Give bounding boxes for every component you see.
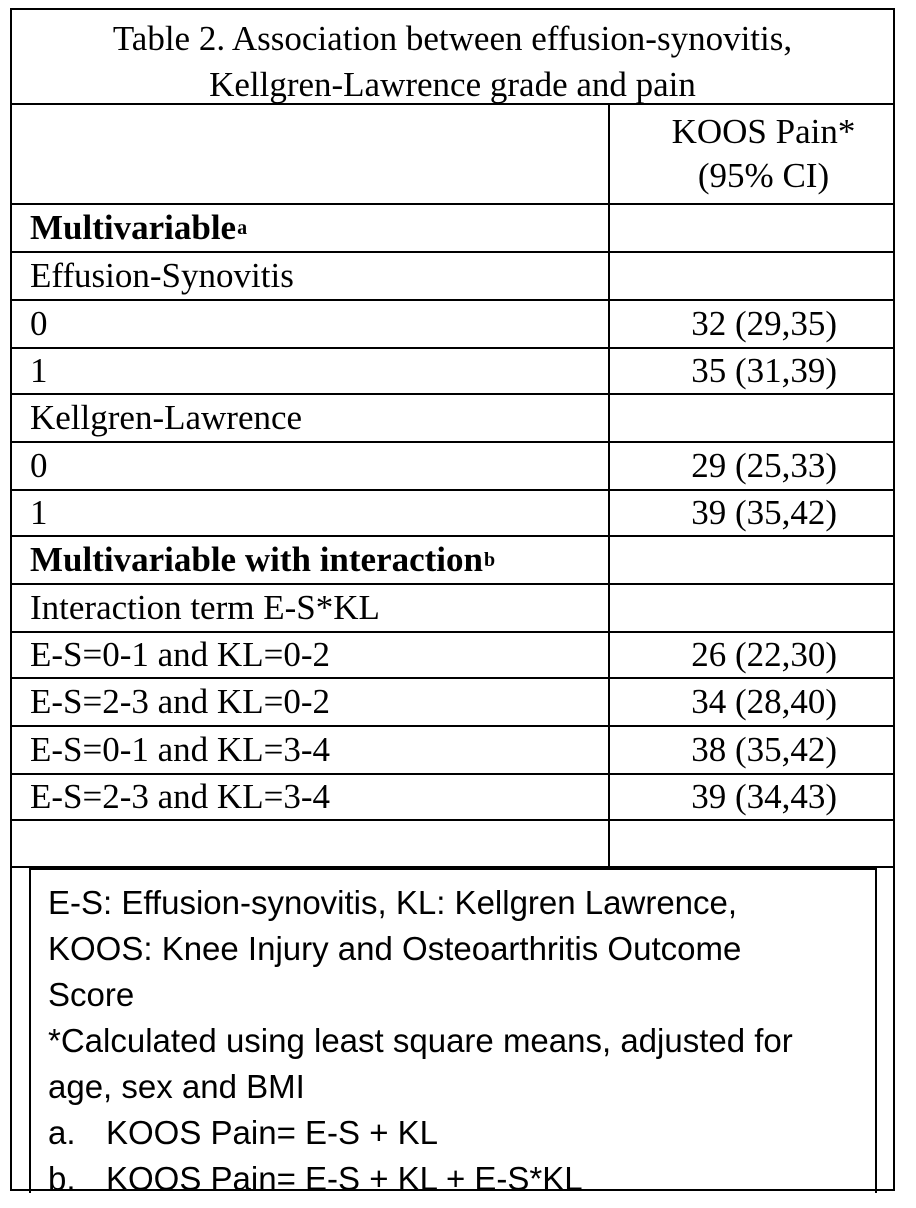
table-row (12, 395, 893, 443)
footnote-calc-line-1: *Calculated using least square means, adjusted for (48, 1022, 793, 1059)
table-row (12, 443, 893, 491)
row-value (610, 585, 893, 631)
row-label: Multivariable with interaction b (12, 537, 610, 583)
header-ci-label: (95% CI) (697, 156, 830, 195)
row-value: 39 (34,43) (691, 777, 837, 816)
footnote-abbrev-line-3: Score (48, 976, 135, 1013)
section-heading-multivariable: Multivariable (30, 208, 237, 247)
table-row (12, 301, 893, 349)
row-label: 0 (12, 443, 610, 489)
table-row-empty (12, 821, 893, 868)
row-label: Interaction term E-S*KL (12, 585, 610, 631)
row-label: E-S=0-1 and KL=3-4 (12, 727, 610, 773)
row-value: 32 (29,35) (691, 304, 837, 343)
footnote-item-a (48, 1110, 875, 1156)
table-header-row (12, 105, 893, 205)
row-value: 38 (35,42) (691, 730, 837, 769)
table-row (12, 491, 893, 537)
table-row (12, 633, 893, 679)
table-row (12, 253, 893, 301)
table-row (12, 727, 893, 775)
row-value: 35 (31,39) (691, 351, 837, 390)
footnote-item-b-marker: b. (48, 1160, 76, 1197)
footnote-item-b-text: KOOS Pain= E-S + KL + E-S*KL (106, 1160, 583, 1197)
row-label: 0 (12, 301, 610, 347)
row-label: Kellgren-Lawrence (12, 395, 610, 441)
footnote-abbrev-line-2: KOOS: Knee Injury and Osteoarthritis Outcome (48, 930, 742, 967)
row-label: E-S=2-3 and KL=0-2 (12, 679, 610, 725)
table-row (12, 679, 893, 727)
table-title-line-1: Table 2. Association between effusion-synovitis, (112, 19, 793, 58)
row-label: Multivariable a (12, 205, 610, 251)
table-footnotes (29, 868, 877, 1197)
header-koos-pain-label: KOOS Pain* (671, 112, 856, 151)
footnote-item-a-marker: a. (48, 1114, 76, 1151)
row-value (610, 205, 893, 251)
table-title-line-2: Kellgren-Lawrence grade and pain (209, 65, 696, 104)
header-koos-pain-cell (610, 105, 893, 203)
footnote-item-b (48, 1156, 875, 1202)
row-value: 39 (35,42) (691, 493, 837, 532)
row-label: Effusion-Synovitis (12, 253, 610, 299)
row-value: 34 (28,40) (691, 682, 837, 721)
table-row (12, 349, 893, 395)
row-label: 1 (12, 349, 610, 393)
footnote-item-a-text: KOOS Pain= E-S + KL (106, 1114, 438, 1151)
row-label: E-S=2-3 and KL=3-4 (12, 775, 610, 819)
row-value (610, 395, 893, 441)
row-value (610, 253, 893, 299)
footnote-abbrev-line-1: E-S: Effusion-synovitis, KL: Kellgren Lawrence, (48, 884, 738, 921)
row-label (12, 821, 610, 866)
row-value: 29 (25,33) (691, 446, 837, 485)
footnote-calc-line-2: age, sex and BMI (48, 1068, 305, 1105)
table-row (12, 585, 893, 633)
row-value (610, 537, 893, 583)
table-row (12, 205, 893, 253)
results-table (10, 8, 895, 1197)
table-title (12, 10, 893, 105)
table-row (12, 775, 893, 821)
row-value (610, 821, 893, 866)
section-heading-multivariable-interaction: Multivariable with interaction (30, 540, 484, 579)
row-label: E-S=0-1 and KL=0-2 (12, 633, 610, 677)
header-label-cell (12, 105, 610, 203)
row-label: 1 (12, 491, 610, 535)
row-value: 26 (22,30) (691, 635, 837, 674)
table-row (12, 537, 893, 585)
